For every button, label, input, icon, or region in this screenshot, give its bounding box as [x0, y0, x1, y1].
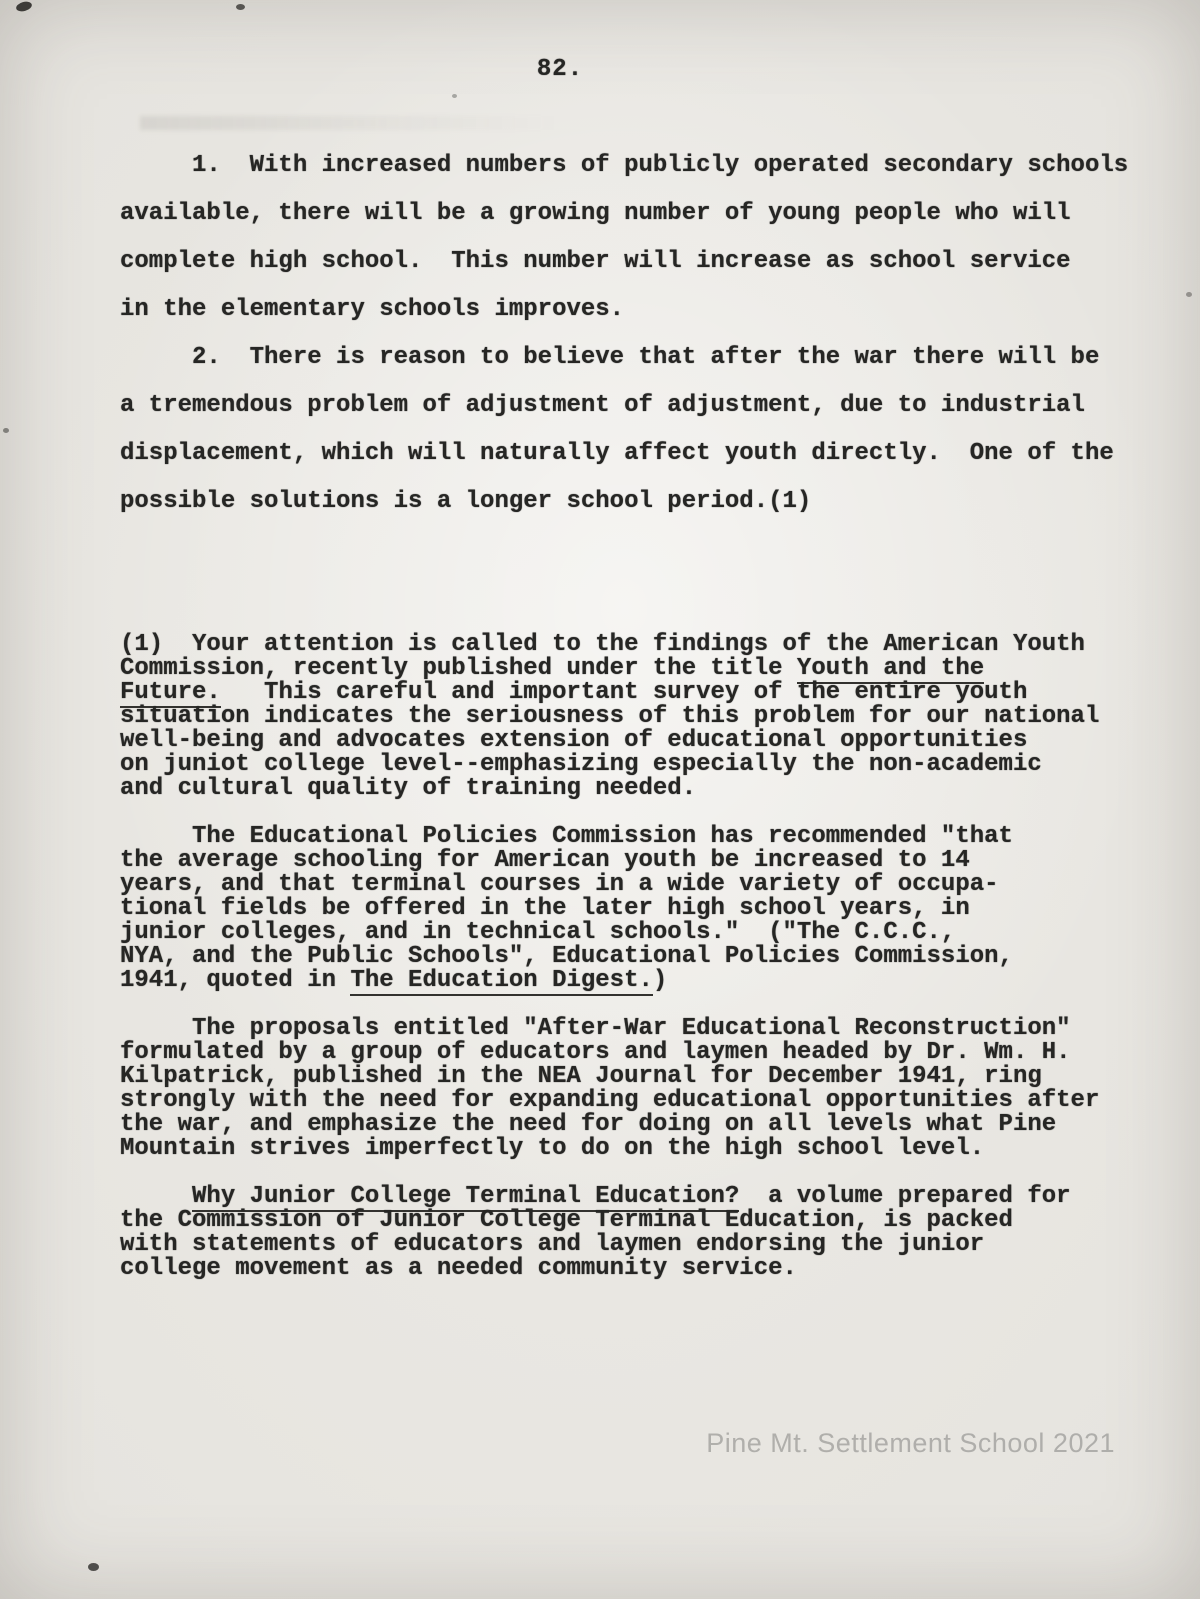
- watermark: Pine Mt. Settlement School 2021: [706, 1428, 1115, 1458]
- footnote-paragraph-2: [120, 825, 1180, 993]
- text-line: [120, 897, 1180, 921]
- text-segment: displacement, which will naturally affect youth directly. One of the: [120, 440, 1114, 467]
- text-segment: 1941, quoted in: [120, 967, 351, 994]
- text-segment: well-being and advocates extension of educational opportunities: [120, 727, 1028, 754]
- text-segment: Mountain strives imperfectly to do on the high school level.: [120, 1135, 985, 1162]
- text-line: [120, 1209, 1180, 1233]
- text-segment: strongly with the need for expanding educational opportunities after: [120, 1087, 1100, 1114]
- underlined-text: The Education Digest.: [350, 967, 653, 994]
- text-line: [120, 1041, 1180, 1065]
- text-segment: situation indicates the seriousness of this problem for our national: [120, 703, 1100, 730]
- text-segment: and cultural quality of training needed.: [120, 775, 697, 802]
- text-segment: Commission, recently published under the title: [120, 655, 797, 682]
- scan-smudge: [140, 116, 560, 130]
- text-segment: available, there will be a growing number of young people who will: [120, 200, 1071, 227]
- page-number: 82.: [536, 56, 584, 83]
- text-line: [120, 777, 1180, 801]
- text-line: [120, 478, 1180, 526]
- text-segment: the war, and emphasize the need for doing on all levels what Pine: [120, 1111, 1057, 1138]
- text-line: [120, 190, 1180, 238]
- text-segment: in the elementary schools improves.: [120, 296, 625, 323]
- text-line: [120, 382, 1180, 430]
- text-segment: (1) Your attention is called to the findings of the American Youth: [120, 631, 1085, 658]
- text-segment: on juniot college level--emphasizing especially the non-academic: [120, 751, 1042, 778]
- body-paragraph-2: [120, 334, 1180, 526]
- text-line: [120, 705, 1180, 729]
- text-line: [120, 334, 1180, 382]
- text-segment: Kilpatrick, published in the NEA Journal for December 1941, ring: [120, 1063, 1042, 1090]
- text-segment: 1. With increased numbers of publicly operated secondary schools: [120, 152, 1129, 179]
- text-segment: possible solutions is a longer school period.(1): [120, 488, 812, 515]
- scan-speck: [452, 94, 457, 98]
- text-segment: a volume prepared for: [739, 1183, 1071, 1210]
- text-segment: The Educational Policies Commission has recommended "that: [120, 823, 1013, 850]
- text-segment: ): [652, 967, 668, 994]
- text-segment: [120, 1183, 192, 1210]
- text-segment: This careful and important survey of the entire youth: [220, 679, 1028, 706]
- text-line: [120, 1185, 1180, 1209]
- scan-speck: [88, 1563, 99, 1571]
- footnote-paragraph-4: [120, 1185, 1180, 1281]
- text-line: [120, 945, 1180, 969]
- text-line: [120, 1065, 1180, 1089]
- text-segment: college movement as a needed community service.: [120, 1255, 797, 1282]
- scan-speck: [3, 428, 9, 433]
- text-line: [120, 681, 1180, 705]
- text-line: [120, 1017, 1180, 1041]
- text-line: [120, 430, 1180, 478]
- text-line: [120, 1113, 1180, 1137]
- text-segment: complete high school. This number will increase as school service: [120, 248, 1071, 275]
- main-text: [120, 142, 1180, 526]
- footnote-paragraph-1: [120, 633, 1180, 801]
- scan-speck: [236, 4, 245, 10]
- text-line: [120, 657, 1180, 681]
- text-line: [120, 1137, 1180, 1161]
- text-line: [120, 969, 1180, 993]
- text-line: [120, 729, 1180, 753]
- scan-speck: [15, 0, 33, 13]
- text-line: [120, 633, 1180, 657]
- text-segment: the average schooling for American youth be increased to 14: [120, 847, 970, 874]
- text-line: [120, 142, 1180, 190]
- underlined-text: Why Junior College Terminal Education?: [192, 1183, 740, 1210]
- underlined-text: Youth and the: [796, 655, 985, 682]
- text-segment: junior colleges, and in technical schools." ("The C.C.C.,: [120, 919, 956, 946]
- text-segment: a tremendous problem of adjustment of adjustment, due to industrial: [120, 392, 1085, 419]
- text-line: [120, 873, 1180, 897]
- footnote-paragraph-3: [120, 1017, 1180, 1161]
- text-segment: The proposals entitled "After-War Educational Reconstruction": [120, 1015, 1071, 1042]
- footnote-text: [120, 633, 1180, 1281]
- text-line: [120, 1089, 1180, 1113]
- text-line: [120, 921, 1180, 945]
- text-line: [120, 1233, 1180, 1257]
- text-line: [120, 825, 1180, 849]
- underlined-text: Future.: [120, 679, 221, 706]
- text-line: [120, 286, 1180, 334]
- text-line: [120, 1257, 1180, 1281]
- text-line: [120, 849, 1180, 873]
- text-segment: NYA, and the Public Schools", Educational Policies Commission,: [120, 943, 1013, 970]
- text-segment: 2. There is reason to believe that after the war there will be: [120, 344, 1100, 371]
- text-segment: tional fields be offered in the later high school years, in: [120, 895, 970, 922]
- text-segment: years, and that terminal courses in a wide variety of occupa-: [120, 871, 999, 898]
- text-segment: with statements of educators and laymen endorsing the junior: [120, 1231, 985, 1258]
- text-line: [120, 753, 1180, 777]
- body-paragraph-1: [120, 142, 1180, 334]
- text-segment: formulated by a group of educators and laymen headed by Dr. Wm. H.: [120, 1039, 1071, 1066]
- text-segment: the Commission of Junior College Terminal Education, is packed: [120, 1207, 1013, 1234]
- text-line: [120, 238, 1180, 286]
- scan-speck: [1186, 292, 1192, 297]
